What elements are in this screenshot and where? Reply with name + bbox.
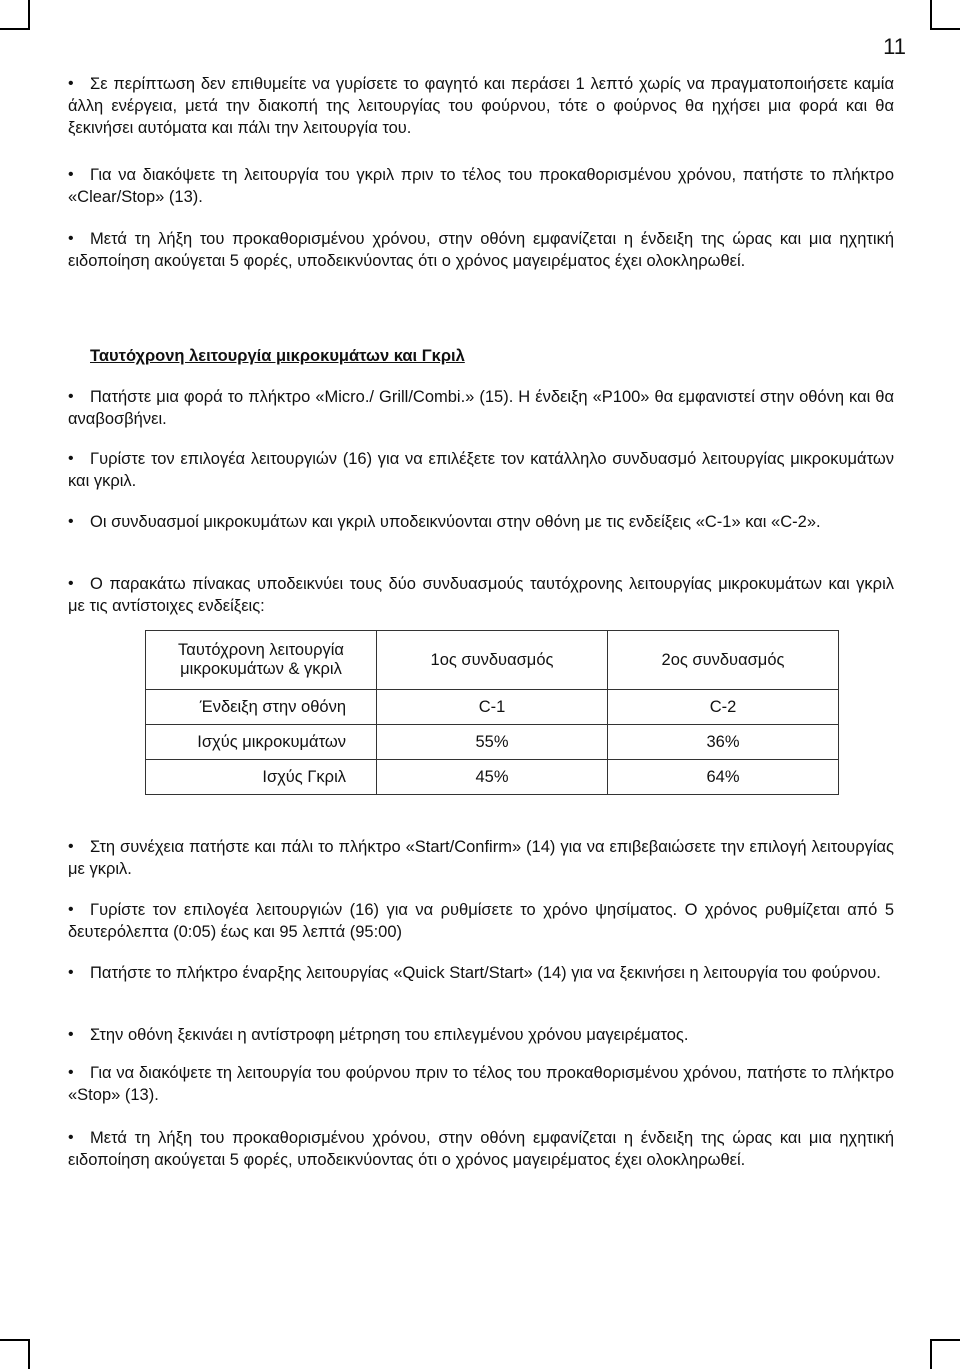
bullet-icon: • [68, 575, 74, 592]
bullet-text: Γυρίστε τον επιλογέα λειτουργιών (16) για να επιλέξετε τον κατάλληλο συνδυασμό λειτουργίας μικροκυμάτων και γκριλ. [68, 450, 894, 490]
bullet-text: Πατήστε μια φορά το πλήκτρο «Micro./ Grill/Combi.» (15). Η ένδειξη «P100» θα εμφανιστεί στην οθόνη και θα αναβοσβήνει. [68, 388, 894, 428]
table-cell: C-2 [608, 690, 839, 725]
bullet-icon: • [68, 1064, 74, 1081]
after-bullet-6 [68, 1127, 894, 1171]
bullet-icon: • [68, 388, 74, 405]
table-header-cell: Ταυτόχρονη λειτουργία μικροκυμάτων & γκριλ [146, 631, 377, 690]
table-header-cell: 1ος συνδυασμός [377, 631, 608, 690]
table-cell: Ισχύς μικροκυμάτων [146, 725, 377, 760]
bullet-icon: • [68, 450, 74, 467]
bullet-text: Πατήστε το πλήκτρο έναρξης λειτουργίας «Quick Start/Start» (14) για να ξεκινήσει η λειτουργία του φούρνου. [90, 964, 881, 982]
section2-bullet-2 [68, 448, 894, 492]
section-heading: Ταυτόχρονη λειτουργία μικροκυμάτων και Γκριλ [90, 347, 465, 365]
table-row [146, 725, 839, 760]
section2-bullet-4 [68, 573, 894, 617]
table-cell: Ισχύς Γκριλ [146, 760, 377, 795]
after-bullet-5 [68, 1062, 894, 1106]
bullet-text: Στην οθόνη ξεκινάει η αντίστροφη μέτρηση του επιλεγμένου χρόνου μαγειρέματος. [90, 1026, 689, 1044]
bullet-icon: • [68, 75, 74, 92]
table-cell: C-1 [377, 690, 608, 725]
bullet-icon: • [68, 901, 74, 918]
table-cell: 64% [608, 760, 839, 795]
page-number: 11 [883, 34, 906, 59]
bullet-text: Στη συνέχεια πατήστε και πάλι το πλήκτρο «Start/Confirm» (14) για να επιβεβαιώσετε την επιλογή λειτουργίας με γκριλ. [68, 838, 894, 878]
table-cell: 55% [377, 725, 608, 760]
bullet-text: Σε περίπτωση δεν επιθυμείτε να γυρίσετε το φαγητό και περάσει 1 λεπτό χωρίς να πραγματοποιήσετε καμία άλλη ενέργεια, μετά την διακοπή της λειτουργίας του φούρνου, τότε ο φούρνος θα ηχήσει μια φορά και θα ξεκινήσει αυτόματα και πάλι την λειτουργία του. [68, 75, 894, 137]
table-row [146, 690, 839, 725]
section1-bullet-3 [68, 228, 894, 272]
table-row [146, 760, 839, 795]
bullet-icon: • [68, 964, 74, 981]
bullet-icon: • [68, 838, 74, 855]
after-bullet-2 [68, 899, 894, 943]
section1-bullet-2 [68, 164, 894, 208]
after-bullet-3 [68, 962, 894, 984]
table-cell: Ένδειξη στην οθόνη [146, 690, 377, 725]
after-bullet-4 [68, 1024, 894, 1046]
bullet-icon: • [68, 1026, 74, 1043]
section1-bullet-1 [68, 73, 894, 139]
bullet-text: Για να διακόψετε τη λειτουργία του φούρνου πριν το τέλος του προκαθορισμένου χρόνου, πατήστε το πλήκτρο «Stop» (13). [68, 1064, 894, 1104]
bullet-text: Οι συνδυασμοί μικροκυμάτων και γκριλ υποδεικνύονται στην οθόνη με τις ενδείξεις «C-1» και «C-2». [90, 513, 821, 531]
section2-bullet-1 [68, 386, 894, 430]
crop-mark-bottom-left [0, 1339, 30, 1369]
bullet-icon: • [68, 1129, 74, 1146]
bullet-icon: • [68, 230, 74, 247]
bullet-text: Για να διακόψετε τη λειτουργία του γκριλ πριν το τέλος του προκαθορισμένου χρόνου, πατήστε το πλήκτρο «Clear/Stop» (13). [68, 166, 894, 206]
combination-table [145, 630, 839, 795]
section2-bullet-3 [68, 511, 894, 533]
after-bullet-1 [68, 836, 894, 880]
bullet-text: Μετά τη λήξη του προκαθορισμένου χρόνου, στην οθόνη εμφανίζεται η ένδειξη της ώρας και μια ηχητική ειδοποίηση ακούγεται 5 φορές, υποδεικνύοντας ότι ο χρόνος μαγειρέματος έχει ολοκληρωθεί. [68, 1129, 894, 1169]
crop-mark-bottom-right [930, 1339, 960, 1369]
table-header-cell: 2ος συνδυασμός [608, 631, 839, 690]
table-header-row [146, 631, 839, 690]
bullet-icon: • [68, 166, 74, 183]
bullet-text: Ο παρακάτω πίνακας υποδεικνύει τους δύο συνδυασμούς ταυτόχρονης λειτουργίας μικροκυμάτων και γκριλ με τις αντίστοιχες ενδείξεις: [68, 575, 894, 615]
crop-mark-top-right [930, 0, 960, 30]
table-cell: 45% [377, 760, 608, 795]
bullet-text: Μετά τη λήξη του προκαθορισμένου χρόνου, στην οθόνη εμφανίζεται η ένδειξη της ώρας και μια ηχητική ειδοποίηση ακούγεται 5 φορές, υποδεικνύοντας ότι ο χρόνος μαγειρέματος έχει ολοκληρωθεί. [68, 230, 894, 270]
bullet-icon: • [68, 513, 74, 530]
bullet-text: Γυρίστε τον επιλογέα λειτουργιών (16) για να ρυθμίσετε το χρόνο ψησίματος. Ο χρόνος ρυθμίζεται από 5 δευτερόλεπτα (0:05) έως και 95 λεπτά (95:00) [68, 901, 894, 941]
crop-mark-top-left [0, 0, 30, 30]
table-cell: 36% [608, 725, 839, 760]
